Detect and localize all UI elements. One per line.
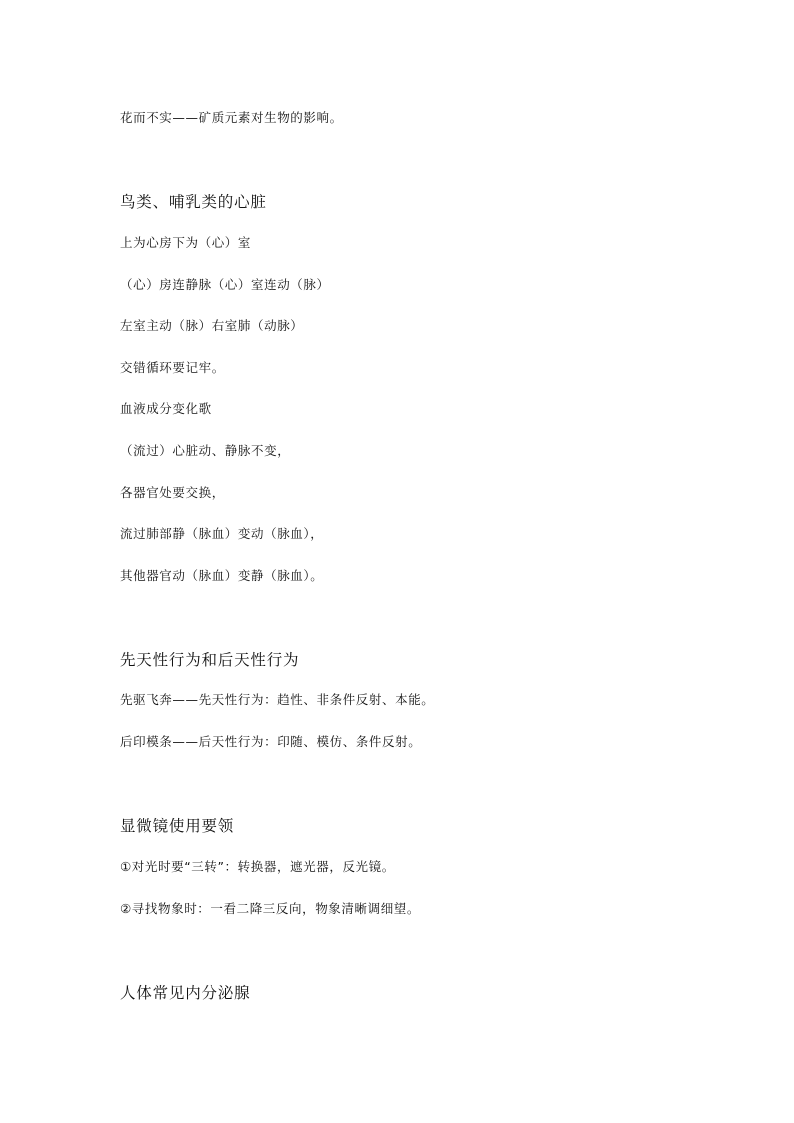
behavior-line-1: 先驱飞奔——先天性行为：趋性、非条件反射、本能。	[120, 692, 435, 707]
heart-line-2: （心）房连静脉（心）室连动（脉）	[120, 277, 330, 292]
behavior-line-2: 后印模条——后天性行为：印随、模仿、条件反射。	[120, 734, 422, 749]
behavior-heading: 先天性行为和后天性行为	[120, 651, 300, 669]
microscope-line-2: ②寻找物象时：一看二降三反向，物象清晰调细望。	[120, 901, 421, 916]
blood-line-3: 流过肺部静（脉血）变动（脉血），	[120, 526, 324, 541]
heart-heading: 鸟类、哺乳类的心脏	[120, 193, 267, 211]
blood-line-2: 各器官处要交换，	[120, 485, 225, 500]
microscope-line-1: ①对光时要“三转”：转换器，遮光器，反光镜。	[120, 859, 395, 874]
blood-line-4: 其他器官动（脉血）变静（脉血）。	[120, 568, 324, 583]
blood-line-1: （流过）心脏动、静脉不变，	[120, 443, 291, 458]
heart-line-1: 上为心房下为（心）室	[120, 235, 252, 250]
intro-line: 花而不实——矿质元素对生物的影响。	[120, 110, 343, 125]
heart-line-4: 交错循环要记牢。	[120, 360, 225, 375]
blood-title: 血液成分变化歌	[120, 401, 212, 416]
endocrine-heading: 人体常见内分泌腺	[120, 984, 251, 1002]
microscope-heading: 显微镜使用要领	[120, 817, 235, 835]
heart-line-3: 左室主动（脉）右室肺（动脉）	[120, 318, 304, 333]
